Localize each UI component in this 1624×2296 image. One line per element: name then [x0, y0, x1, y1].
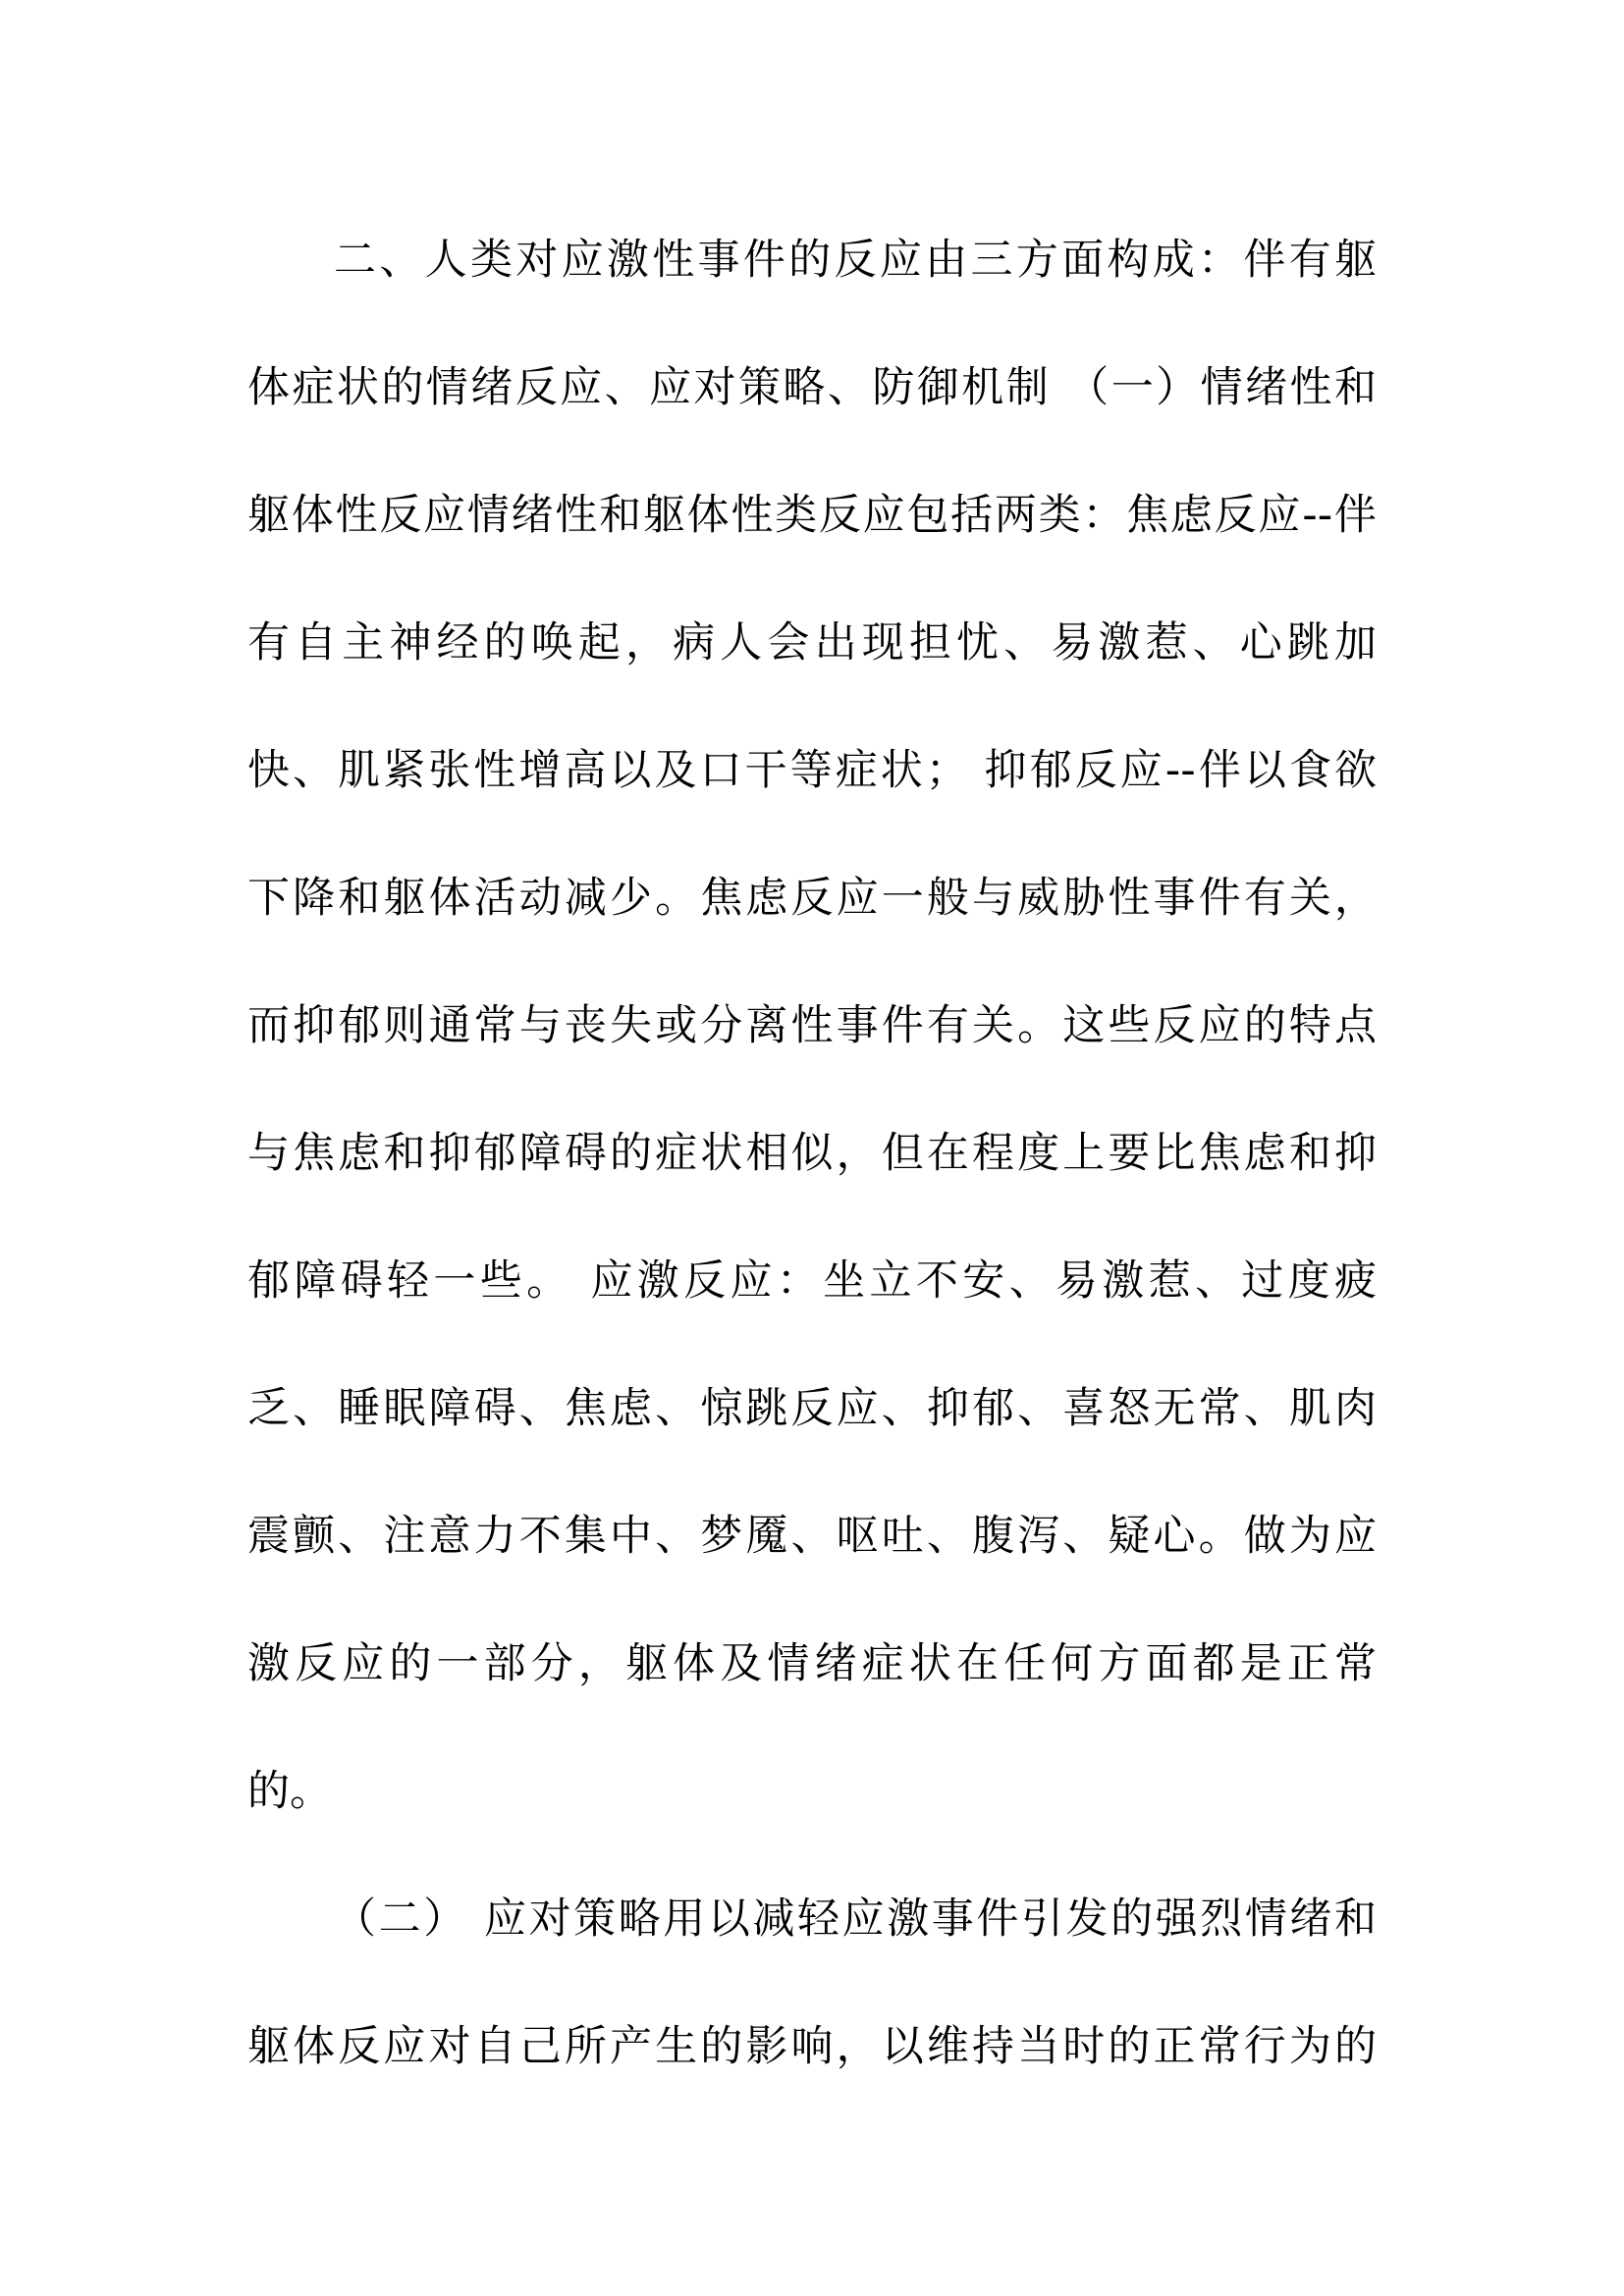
- text-line: 下降和躯体活动减少。焦虑反应一般与威胁性事件有关，: [247, 874, 1377, 923]
- text-line: 与焦虑和抑郁障碍的症状相似，但在程度上要比焦虑和抑: [247, 1129, 1377, 1178]
- text-line: 快、肌紧张性增高以及口干等症状； 抑郁反应--伴以食欲: [247, 746, 1377, 795]
- text-line: 的。: [247, 1767, 332, 1816]
- text-line: 郁障碍轻一些。 应激反应：坐立不安、易激惹、过度疲: [247, 1256, 1377, 1306]
- document-body: [247, 221, 1377, 2135]
- text-line: 体症状的情绪反应、应对策略、防御机制 （一）情绪性和: [247, 363, 1377, 412]
- text-line: 二、人类对应激性事件的反应由三方面构成：伴有躯: [334, 236, 1377, 285]
- text-line: 震颤、注意力不集中、梦魇、呕吐、腹泻、疑心。做为应: [247, 1512, 1377, 1561]
- text-line: （二） 应对策略用以减轻应激事件引发的强烈情绪和: [334, 1895, 1377, 1944]
- text-line: 乏、睡眠障碍、焦虑、惊跳反应、抑郁、喜怒无常、肌肉: [247, 1384, 1377, 1433]
- text-line: 躯体反应对自己所产生的影响，以维持当时的正常行为的: [247, 2022, 1377, 2071]
- text-line: 激反应的一部分，躯体及情绪症状在任何方面都是正常: [247, 1639, 1377, 1688]
- paragraph-coping-strategies: [247, 1880, 1377, 2135]
- text-line: 而抑郁则通常与丧失或分离性事件有关。这些反应的特点: [247, 1001, 1377, 1050]
- text-line: 躯体性反应情绪性和躯体性类反应包括两类：焦虑反应--伴: [247, 491, 1377, 540]
- paragraph-stress-response-components: [247, 221, 1377, 1880]
- text-line: 有自主神经的唤起，病人会出现担忧、易激惹、心跳加: [247, 618, 1377, 667]
